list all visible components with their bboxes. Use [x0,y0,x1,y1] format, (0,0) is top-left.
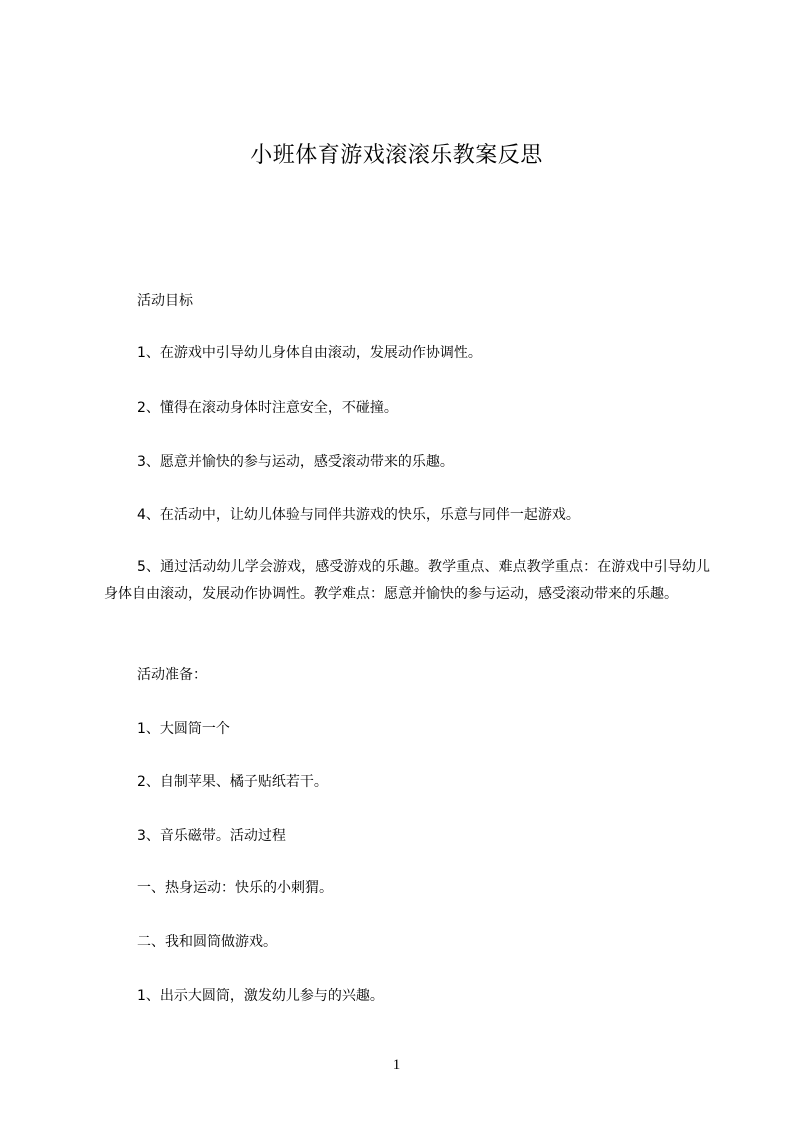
preparation-item-1: 1、大圆筒一个 [137,721,230,737]
process-step-2: 二、我和圆筒做游戏。 [137,934,277,950]
objective-item-3: 3、愿意并愉快的参与运动，感受滚动带来的乐趣。 [137,454,454,470]
section-heading-preparation: 活动准备： [137,667,207,683]
objective-item-1: 1、在游戏中引导幼儿身体自由滚动，发展动作协调性。 [137,345,482,361]
process-step-1: 一、热身运动：快乐的小刺猬。 [137,880,333,896]
objective-item-4: 4、在活动中，让幼儿体验与同伴共游戏的快乐，乐意与同伴一起游戏。 [137,507,580,523]
process-substep-1: 1、出示大圆筒，激发幼儿参与的兴趣。 [137,988,384,1004]
preparation-item-3: 3、音乐磁带。活动过程 [137,828,286,844]
objective-item-5-paragraph: 5、通过活动幼儿学会游戏，感受游戏的乐趣。教学重点、难点教学重点：在游戏中引导幼儿身体自由滚动，发展动作协调性。教学难点：愿意并愉快的参与运动，感受滚动带来的乐趣。 [104,559,710,602]
document-title: 小班体育游戏滚滚乐教案反思 [250,143,543,168]
preparation-item-2: 2、自制苹果、橘子贴纸若干。 [137,774,328,790]
page-number: 1 [392,1057,401,1073]
section-heading-objectives: 活动目标 [137,293,193,309]
objective-item-2: 2、懂得在滚动身体时注意安全，不碰撞。 [137,400,398,416]
